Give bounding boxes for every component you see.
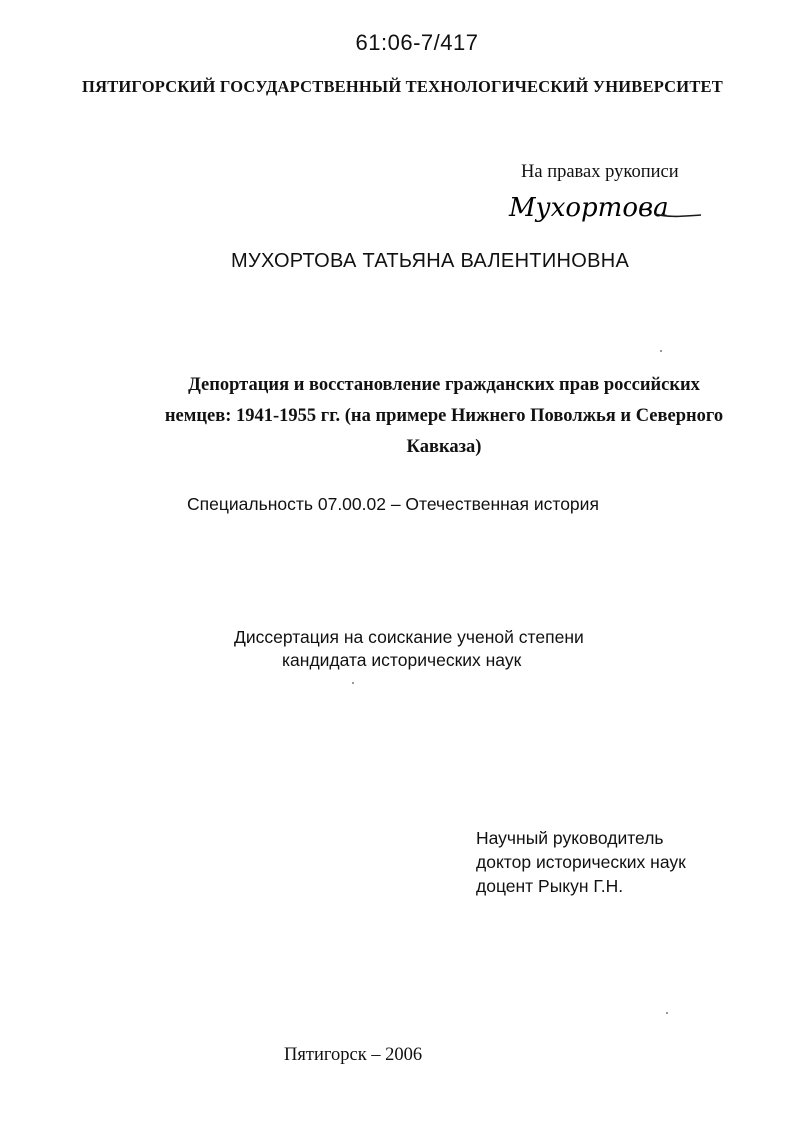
title-line: немцев: 1941-1955 гг. (на примере Нижнего Поволжья и Северного <box>164 406 724 426</box>
rights-note: На правах рукописи <box>521 162 679 182</box>
supervisor-line: Научный руководитель <box>476 828 664 848</box>
signature-image <box>505 188 705 228</box>
degree-line: Диссертация на соискание ученой степени <box>234 627 584 647</box>
handwritten-signature <box>505 188 705 228</box>
scan-speck <box>660 350 662 352</box>
title-line: Депортация и восстановление гражданских прав российских <box>188 375 700 395</box>
degree-statement <box>234 626 584 672</box>
author-name: МУХОРТОВА ТАТЬЯНА ВАЛЕНТИНОВНА <box>231 250 630 272</box>
dissertation-title <box>80 370 797 463</box>
scan-speck <box>352 682 354 684</box>
archive-code: 61:06-7/417 <box>355 30 479 55</box>
city-year: Пятигорск – 2006 <box>284 1045 423 1065</box>
specialty: Специальность 07.00.02 – Отечественная история <box>187 494 599 514</box>
title-line: Кавказа) <box>406 437 482 457</box>
degree-line: кандидата исторических наук <box>282 650 522 670</box>
university-name: ПЯТИГОРСКИЙ ГОСУДАРСТВЕННЫЙ ТЕХНОЛОГИЧЕСКИЙ УНИВЕРСИТЕТ <box>82 77 723 96</box>
scan-speck <box>666 1012 668 1014</box>
supervisor-line: доцент Рыкун Г.Н. <box>476 876 624 896</box>
signature-text: Мухортова <box>509 193 669 223</box>
supervisor-block <box>476 826 686 898</box>
supervisor-line: доктор исторических наук <box>476 852 686 872</box>
